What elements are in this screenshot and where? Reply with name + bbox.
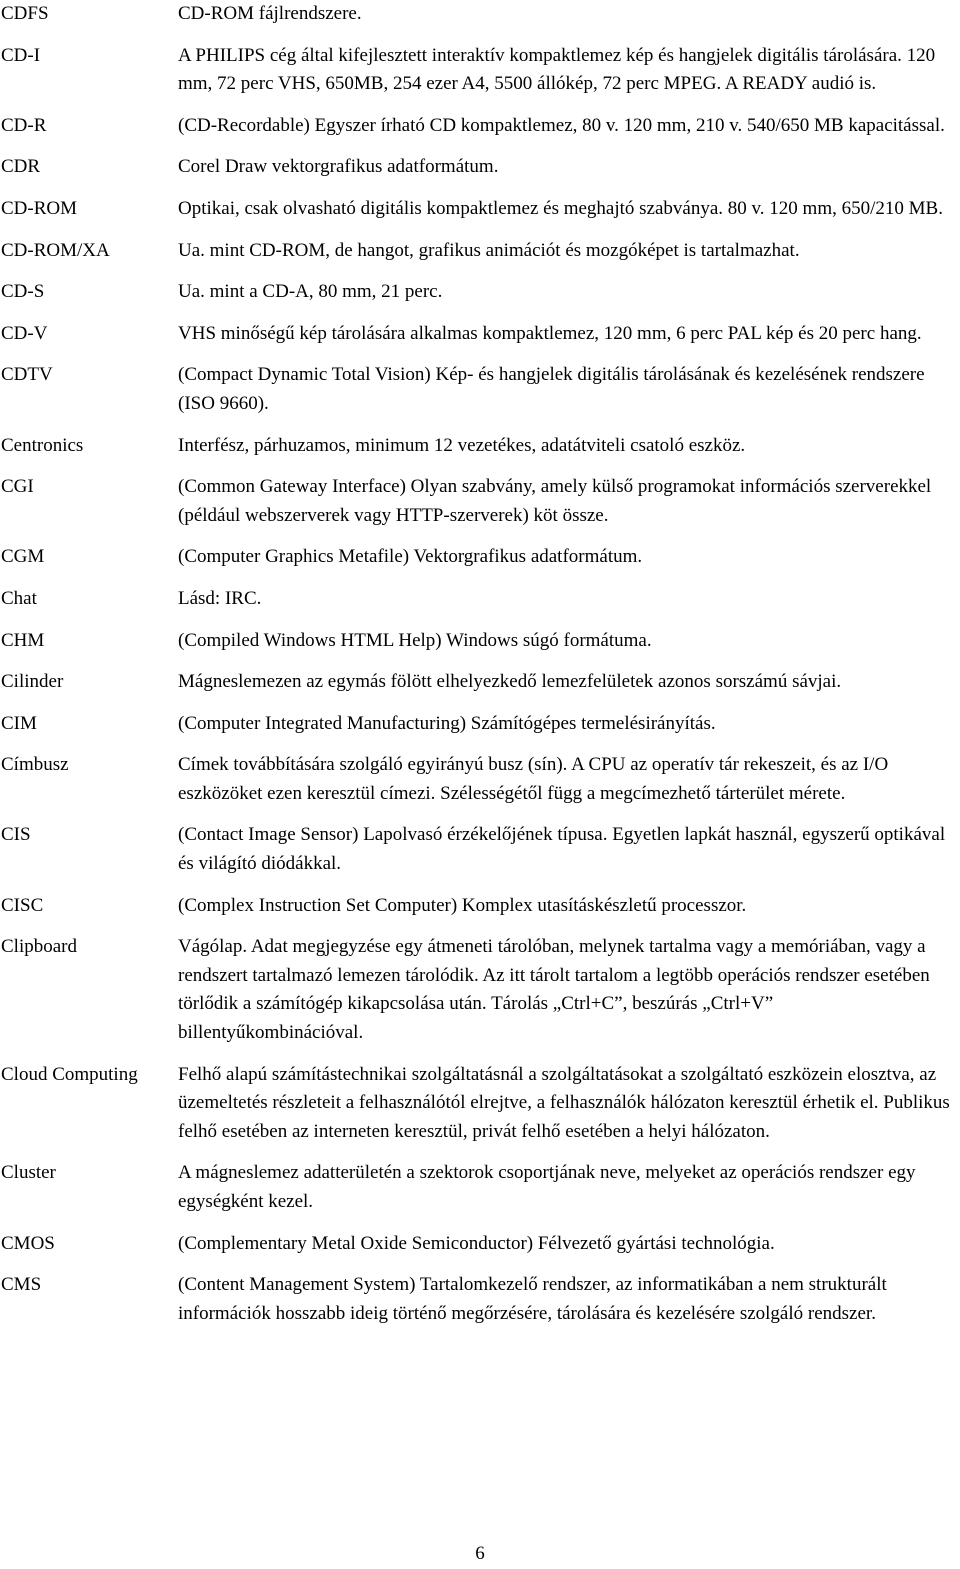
term: Cilinder bbox=[1, 671, 64, 693]
definition: A PHILIPS cég által kifejlesztett interaktív kompaktlemez kép és hangjelek digitális tárolására. 120 mm, 72 perc VHS, 650MB, 254 ezer A4, 5500 állókép, 72 perc MPEG. A READY audió is. bbox=[178, 44, 936, 95]
term: CMOS bbox=[1, 1232, 55, 1254]
glossary-entry-cmos bbox=[0, 1230, 960, 1259]
term: CMS bbox=[1, 1274, 42, 1296]
term: CHM bbox=[1, 629, 45, 651]
term: Centronics bbox=[1, 434, 84, 456]
term: CGM bbox=[1, 546, 45, 568]
term: Címbusz bbox=[1, 754, 69, 776]
definition: (Complex Instruction Set Computer) Komplex utasításkészletű processzor. bbox=[178, 894, 747, 916]
definition: (Common Gateway Interface) Olyan szabvány, amely külső programokat információs szerverekkel (például webszerverek vagy HTTP-szerverek) köt össze. bbox=[178, 476, 932, 526]
glossary-entry-chm bbox=[0, 627, 960, 656]
term: CDFS bbox=[1, 3, 49, 24]
glossary-entry-cloud-computing bbox=[0, 1061, 960, 1147]
term: Chat bbox=[1, 587, 37, 609]
definition: A mágneslemez adatterületén a szektorok csoportjának neve, melyeket az operációs rendszer egy egységként kezel. bbox=[178, 1162, 916, 1212]
term: CD-I bbox=[1, 44, 41, 66]
definition: Vágólap. Adat megjegyzése egy átmeneti tárolóban, melynek tartalma vagy a memóriában, vagy a rendszert tartalmazó lemezen tárolódik. Az itt tárolt tartalom a legtöbb operációs rendszer esetében törlődik a számítógép kikapcsolása után. Tárolás „Ctrl+C”, beszúrás „Ctrl+V” billentyűkombinációval. bbox=[178, 936, 930, 1044]
glossary-entry-cd-r bbox=[0, 112, 960, 141]
glossary-entry-cd-rom-xa bbox=[0, 237, 960, 266]
term: CD-ROM/XA bbox=[1, 239, 110, 261]
glossary-entry-chat bbox=[0, 585, 960, 614]
definition: Optikai, csak olvasható digitális kompaktlemez és meghajtó szabványa. 80 v. 120 mm, 650/210 MB. bbox=[178, 197, 943, 219]
glossary-entry-cd-rom bbox=[0, 195, 960, 224]
definition: VHS minőségű kép tárolására alkalmas kompaktlemez, 120 mm, 6 perc PAL kép és 20 perc hang. bbox=[178, 322, 922, 344]
definition: (Compiled Windows HTML Help) Windows súgó formátuma. bbox=[178, 629, 652, 651]
definition: Lásd: IRC. bbox=[178, 587, 262, 609]
term: CD-R bbox=[1, 114, 47, 136]
term: CIM bbox=[1, 712, 37, 734]
term: CDR bbox=[1, 156, 41, 178]
definition: (Computer Integrated Manufacturing) Számítógépes termelésirányítás. bbox=[178, 712, 716, 734]
glossary-entry-cluster bbox=[0, 1159, 960, 1216]
definition: Mágneslemezen az egymás fölött elhelyezkedő lemezfelületek azonos sorszámú sávjai. bbox=[178, 671, 842, 693]
definition: Felhő alapú számítástechnikai szolgáltatásnál a szolgáltatásokat a szolgáltató eszközein elosztva, az üzemeltetés részleteit a felhasználótól elrejtve, a felhasználók hálózaton keresztül érhetik el. Publikus felhő esetében az interneten keresztül, privát felhő esetében a helyi hálózaton. bbox=[178, 1063, 950, 1142]
glossary-entry-cilinder bbox=[0, 668, 960, 697]
definition: (Contact Image Sensor) Lapolvasó érzékelőjének típusa. Egyetlen lapkát használ, egyszerű optikával és világító diódákkal. bbox=[178, 824, 946, 875]
glossary-entry-cms bbox=[0, 1271, 960, 1328]
glossary-entry-cdr bbox=[0, 153, 960, 182]
glossary-entry-cdfs bbox=[0, 0, 960, 29]
definition: (Complementary Metal Oxide Semiconductor) Félvezető gyártási technológia. bbox=[178, 1232, 775, 1254]
glossary-entry-cdtv bbox=[0, 361, 960, 418]
definition: Ua. mint a CD-A, 80 mm, 21 perc. bbox=[178, 281, 443, 303]
term: CD-ROM bbox=[1, 197, 78, 219]
glossary-entry-clipboard bbox=[0, 933, 960, 1047]
glossary-entry-cis bbox=[0, 821, 960, 878]
glossary-entry-cd-i bbox=[0, 42, 960, 99]
term: CIS bbox=[1, 824, 31, 846]
definition: Interfész, párhuzamos, minimum 12 vezetékes, adatátviteli csatoló eszköz. bbox=[178, 434, 746, 456]
definition: (Compact Dynamic Total Vision) Kép- és hangjelek digitális tárolásának és kezelésének rendszere (ISO 9660). bbox=[178, 364, 925, 414]
definition: (Computer Graphics Metafile) Vektorgrafikus adatformátum. bbox=[178, 546, 643, 568]
glossary-entry-cim bbox=[0, 710, 960, 739]
term: CDTV bbox=[1, 364, 53, 386]
definition: CD-ROM fájlrendszere. bbox=[178, 3, 362, 24]
page-number: 6 bbox=[475, 1543, 485, 1564]
glossary-entry-cd-v bbox=[0, 320, 960, 349]
glossary-entry-cgi bbox=[0, 473, 960, 530]
term: CD-V bbox=[1, 322, 48, 344]
term: Clipboard bbox=[1, 936, 77, 958]
term: Cloud Computing bbox=[1, 1063, 138, 1085]
term: CGI bbox=[1, 476, 34, 498]
definition: Corel Draw vektorgrafikus adatformátum. bbox=[178, 156, 499, 178]
term: CISC bbox=[1, 894, 44, 916]
term: Cluster bbox=[1, 1162, 56, 1184]
glossary-entry-cimbusz bbox=[0, 751, 960, 808]
definition: Ua. mint CD-ROM, de hangot, grafikus animációt és mozgóképet is tartalmazhat. bbox=[178, 239, 800, 261]
definition: (Content Management System) Tartalomkezelő rendszer, az informatikában a nem strukturált információk hosszabb ideig történő megőrzésére, tárolására és kezelésére szolgáló rendszer. bbox=[178, 1274, 887, 1324]
definition: Címek továbbítására szolgáló egyirányú busz (sín). A CPU az operatív tár rekeszeit, és az I/O eszközöket ezen keresztül címezi. Szélességétől függ a megcímezhető tárterület mérete. bbox=[178, 754, 889, 804]
glossary-entry-cgm bbox=[0, 543, 960, 572]
term: CD-S bbox=[1, 281, 45, 303]
glossary-entry-cisc bbox=[0, 892, 960, 921]
glossary-entry-centronics bbox=[0, 432, 960, 461]
definition: (CD-Recordable) Egyszer írható CD kompaktlemez, 80 v. 120 mm, 210 v. 540/650 MB kapacitással. bbox=[178, 114, 945, 136]
glossary-entry-cd-s bbox=[0, 278, 960, 307]
